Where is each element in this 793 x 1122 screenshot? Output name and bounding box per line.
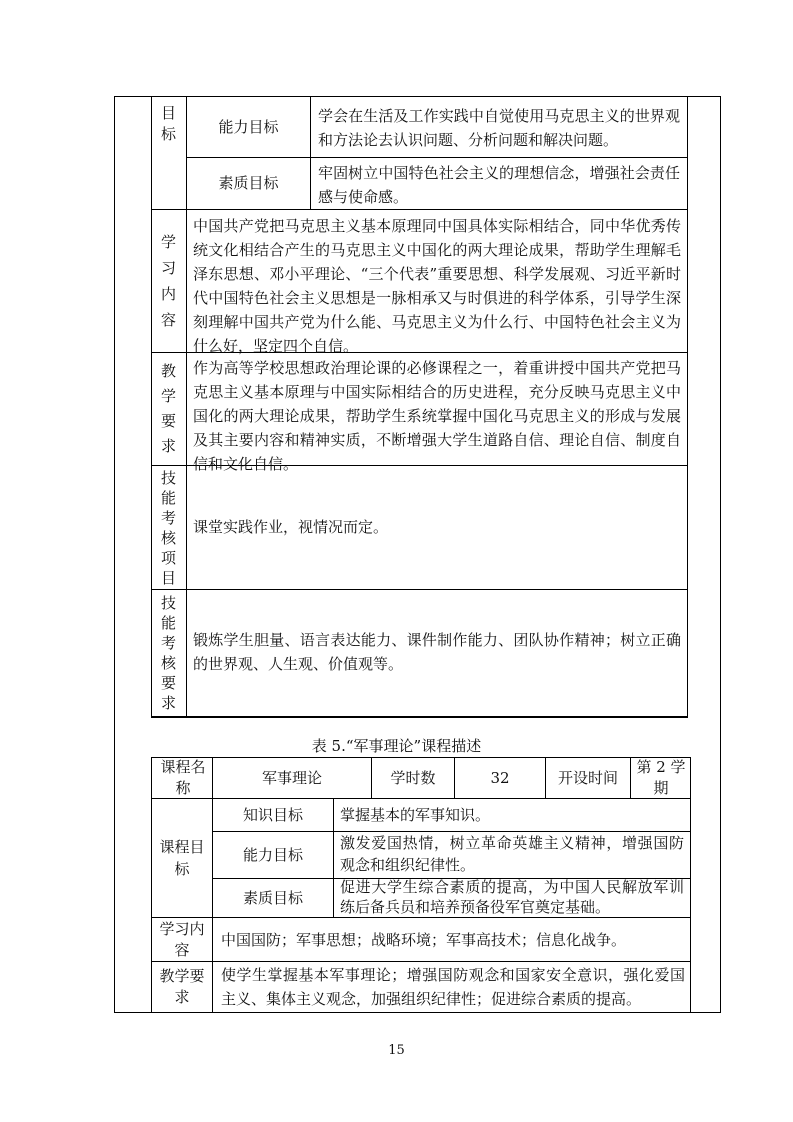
study-content-label: 学习内容 — [161, 233, 177, 329]
study-content-label-t5: 学习内容 — [159, 919, 205, 959]
quality-goal-label: 素质目标 — [218, 174, 279, 192]
outer-frame-top — [114, 96, 721, 97]
course-name-label: 课程名称 — [160, 758, 206, 797]
ability-goal-label: 能力目标 — [218, 118, 279, 136]
skill-requirement-text: 锻炼学生胆量、语言表达能力、课件制作能力、团队协作精神；树立正确的世界观、人生观、价值观等。 — [193, 631, 681, 673]
ability-goal-label-t5: 能力目标 — [242, 845, 303, 864]
quality-goal-text: 牢固树立中国特色社会主义的理想信念，增强社会责任感与使命感。 — [318, 164, 680, 206]
hours-value: 32 — [490, 768, 510, 787]
ability-goal-text-t5: 激发爱国热情，树立革命英雄主义精神，增强国防观念和组织纪律性。 — [340, 834, 684, 874]
quality-goal-text-t5: 促进大学生综合素质的提高，为中国人民解放军训练后备兵员和培养预备役军官奠定基础。 — [340, 878, 684, 916]
skill-item-text: 课堂实践作业，视情况而定。 — [193, 518, 389, 536]
teaching-requirement-label-t5: 教学要求 — [159, 967, 205, 1006]
teaching-requirement-text-t5: 使学生掌握基本军事理论；增强国防观念和国家安全意识，强化爱国主义、集体主义观念，加强组织纪律性；促进综合素质的提高。 — [221, 966, 685, 1008]
course-goal-label: 课程目标 — [159, 838, 205, 878]
teaching-requirement-text: 作为高等学校思想政治理论课的必修课程之一，着重讲授中国共产党把马克思主义基本原理与中国实际相结合的历史进程，充分反映马克思主义中国化的两大理论成果，帮助学生系统掌握中国化马克思主义的形成与发展及其主要内容和精神实质，不断增强大学生道路自信、理论自信、制度自信和文化自信。 — [193, 359, 681, 473]
course-name-value: 军事理论 — [261, 768, 322, 787]
skill-requirement-label: 技能考核要求 — [161, 594, 177, 712]
table-caption: 表 5.“军事理论”课程描述 — [311, 737, 482, 755]
teaching-requirement-label: 教学要求 — [161, 362, 177, 455]
outer-frame-right — [720, 96, 721, 1013]
outer-frame-left — [114, 96, 115, 1013]
term-value: 第 2 学期 — [636, 758, 686, 797]
hours-label: 学时数 — [390, 768, 436, 787]
study-content-text-t5: 中国国防；军事思想；战略环境；军事高技术；信息化战争。 — [221, 931, 627, 949]
ability-goal-text: 学会在生活及工作实践中自觉使用马克思主义的世界观和方法论去认识问题、分析问题和解决问题。 — [318, 107, 680, 149]
study-content-text: 中国共产党把马克思主义基本原理同中国具体实际相结合，同中华优秀传统文化相结合产生的马克思主义中国化的两大理论成果，帮助学生理解毛泽东思想、邓小平理论、“三个代表”重要思想、科学发展观、习近平新时代中国特色社会主义思想是一脉相承又与时俱进的科学体系，引导学生深刻理解中国共产党为什么能、马克思主义为什么行、中国特色社会主义为什么好，坚定四个自信。 — [193, 217, 681, 355]
knowledge-goal-label: 知识目标 — [242, 805, 303, 824]
page-number: 15 — [388, 1043, 405, 1058]
quality-goal-label-t5: 素质目标 — [242, 888, 303, 907]
knowledge-goal-text: 掌握基本的军事知识。 — [340, 806, 491, 824]
term-label: 开设时间 — [557, 768, 618, 787]
goal-label: 目标 — [161, 103, 177, 143]
skill-item-label: 技能考核项目 — [161, 468, 177, 587]
outer-frame-bottom — [114, 1012, 721, 1013]
